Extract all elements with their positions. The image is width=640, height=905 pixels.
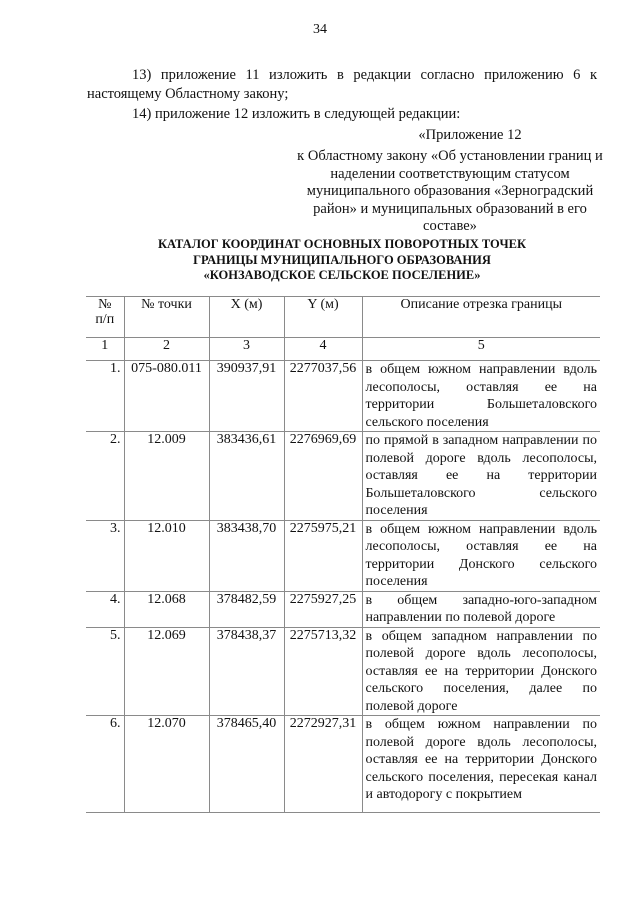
catalog-title-line-3: «КОНЗАВОДСКОЕ СЕЛЬСКОЕ ПОСЕЛЕНИЕ» <box>203 268 481 282</box>
segment-description: в общем западно-юго-западном направлении по полевой дороге <box>362 591 600 627</box>
catalog-title-line-2: ГРАНИЦЫ МУНИЦИПАЛЬНОГО ОБРАЗОВАНИЯ <box>193 252 491 267</box>
point-id: 12.010 <box>124 520 209 591</box>
x-coordinate: 383438,70 <box>209 520 284 591</box>
header-x: X (м) <box>209 297 284 338</box>
table-row <box>86 520 600 591</box>
point-id: 075-080.011 <box>124 361 209 432</box>
point-id: 12.070 <box>124 716 209 813</box>
table-row <box>86 591 600 627</box>
segment-description: в общем южном направлении вдоль лесополосы, оставляя ее на территории Большеталовского сельского поселения <box>362 361 600 432</box>
header-number-line-1: № <box>98 297 112 312</box>
row-number: 2. <box>86 432 124 521</box>
header-number <box>86 297 124 338</box>
point-id: 12.009 <box>124 432 209 521</box>
paragraph-item-14-text: 14) приложение 12 изложить в следующей редакции: <box>132 106 461 122</box>
table-header-row <box>86 297 600 338</box>
y-coordinate: 2277037,56 <box>284 361 362 432</box>
row-number: 1. <box>86 361 124 432</box>
column-number: 2 <box>124 338 209 361</box>
x-coordinate: 378482,59 <box>209 591 284 627</box>
x-coordinate: 378438,37 <box>209 627 284 716</box>
column-number: 5 <box>362 338 600 361</box>
column-numbers-row <box>86 338 600 361</box>
x-coordinate: 390937,91 <box>209 361 284 432</box>
row-number: 4. <box>86 591 124 627</box>
segment-description: по прямой в западном направлении по полевой дороге вдоль лесополосы, оставляя ее на территории Большеталовского сельского поселения <box>362 432 600 521</box>
catalog-title <box>87 237 597 284</box>
table-row <box>86 716 600 813</box>
y-coordinate: 2272927,31 <box>284 716 362 813</box>
header-description: Описание отрезка границы <box>362 297 600 338</box>
appendix-caption: к Областному закону «Об установлении границ и наделении соответствующим статусом муниципального образования «Зерноградский район» и муниципальных образований в его составе» <box>297 148 603 234</box>
segment-description: в общем южном направлении по полевой дороге вдоль лесополосы, оставляя ее на территории Донского сельского поселения, пересекая канал и автодорогу с покрытием <box>362 716 600 813</box>
coordinates-table <box>86 296 600 813</box>
point-id: 12.069 <box>124 627 209 716</box>
header-point: № точки <box>124 297 209 338</box>
segment-description: в общем южном направлении вдоль лесополосы, оставляя ее на территории Донского сельского поселения <box>362 520 600 591</box>
paragraph-item-13-text: 13) приложение 11 изложить в редакции согласно приложению 6 к настоящему Областному закону; <box>87 67 597 102</box>
y-coordinate: 2275975,21 <box>284 520 362 591</box>
page-number: 34 <box>313 22 327 37</box>
segment-description: в общем западном направлении по полевой дороге вдоль лесополосы, оставляя ее на территории Донского сельского поселения, далее по полевой дороге <box>362 627 600 716</box>
x-coordinate: 378465,40 <box>209 716 284 813</box>
header-number-line-2: п/п <box>95 312 115 327</box>
y-coordinate: 2275927,25 <box>284 591 362 627</box>
paragraph-item-14 <box>87 105 597 124</box>
appendix-title: «Приложение 12 <box>418 127 522 143</box>
table-row <box>86 432 600 521</box>
column-number: 4 <box>284 338 362 361</box>
column-number: 1 <box>86 338 124 361</box>
point-id: 12.068 <box>124 591 209 627</box>
paragraph-item-13 <box>87 66 597 104</box>
header-y: Y (м) <box>284 297 362 338</box>
column-number: 3 <box>209 338 284 361</box>
table-row <box>86 361 600 432</box>
y-coordinate: 2276969,69 <box>284 432 362 521</box>
row-number: 6. <box>86 716 124 813</box>
table-row <box>86 627 600 716</box>
y-coordinate: 2275713,32 <box>284 627 362 716</box>
row-number: 3. <box>86 520 124 591</box>
row-number: 5. <box>86 627 124 716</box>
catalog-title-line-1: КАТАЛОГ КООРДИНАТ ОСНОВНЫХ ПОВОРОТНЫХ ТОЧЕК <box>157 237 527 251</box>
x-coordinate: 383436,61 <box>209 432 284 521</box>
